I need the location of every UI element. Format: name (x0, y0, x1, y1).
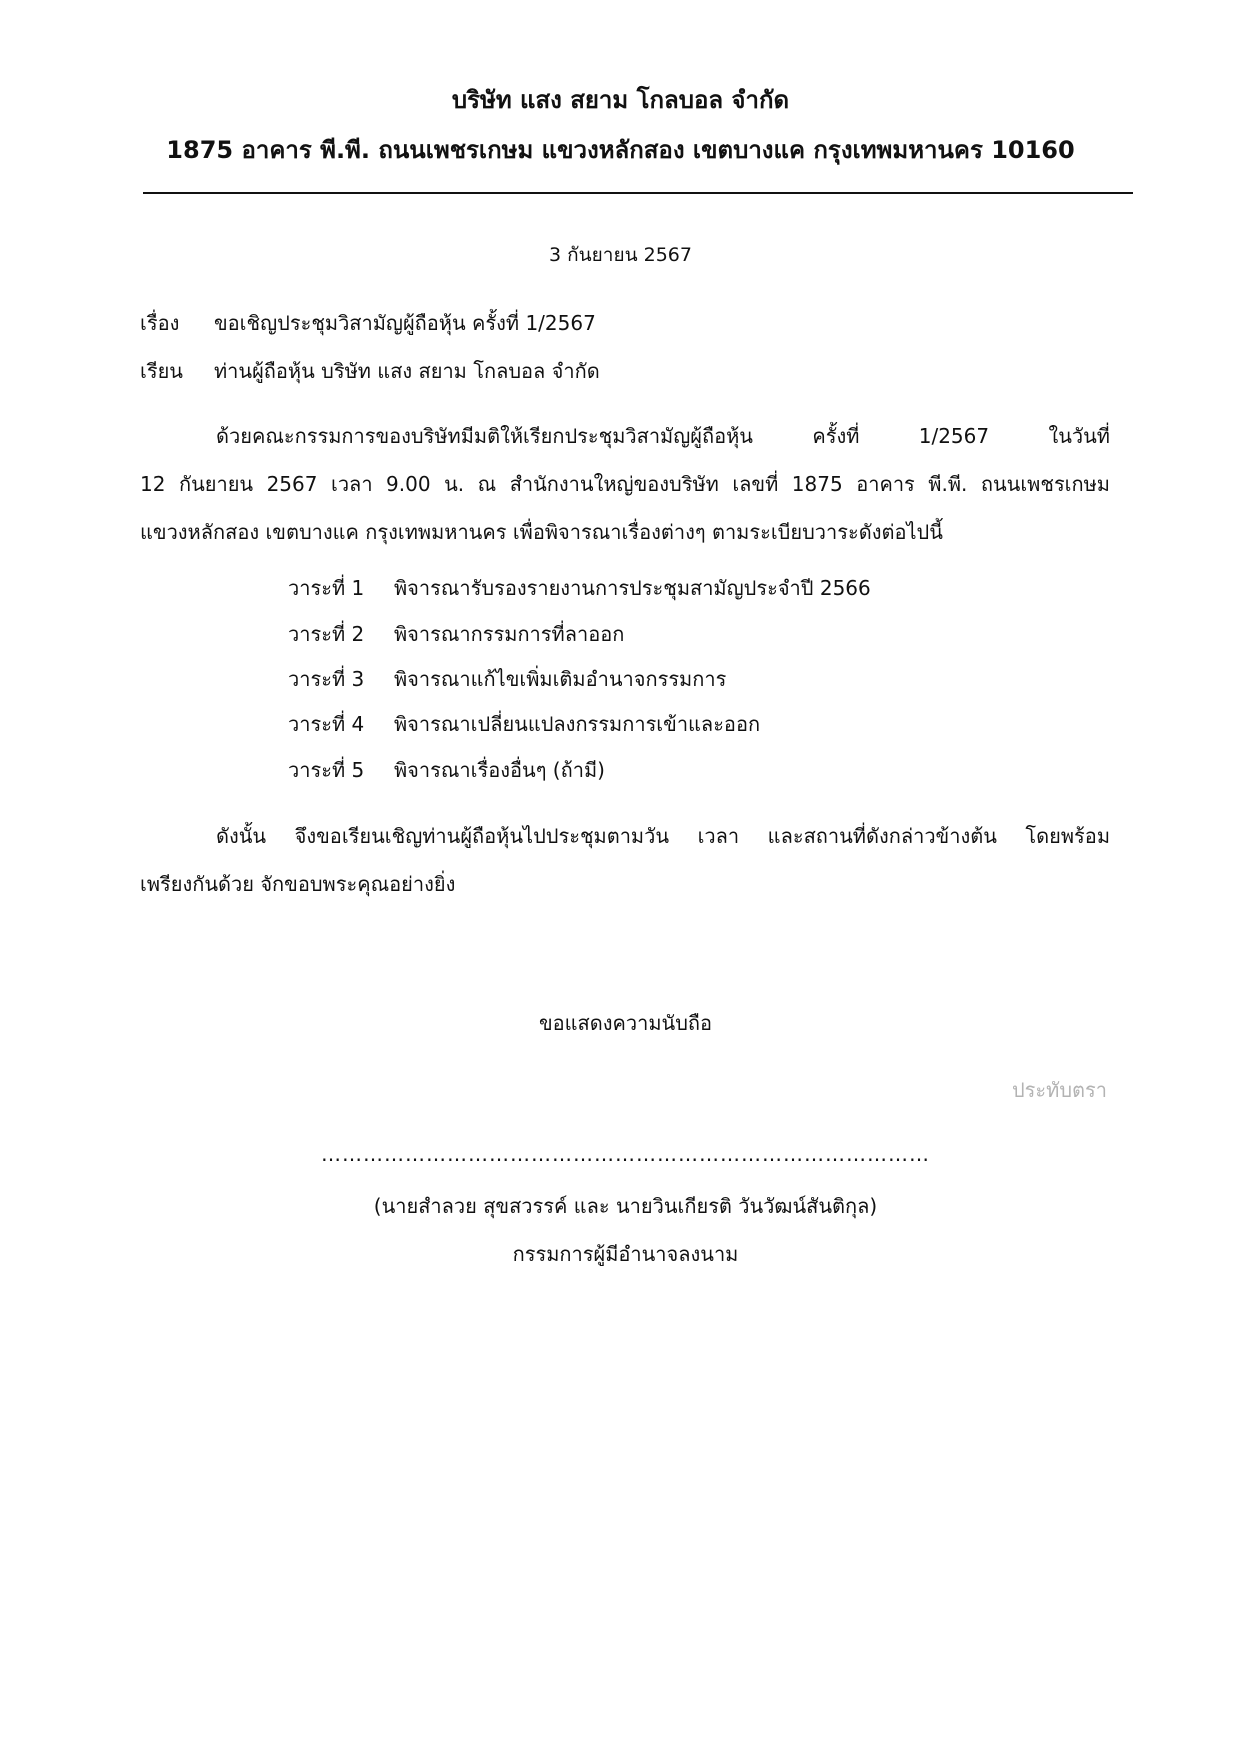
company-address: 1875 อาคาร พี.พี. ถนนเพชรเกษม แขวงหลักสอง เขตบางแค กรุงเทพมหานคร 10160 (166, 136, 1075, 164)
agenda-number: วาระที่ 4 (288, 712, 365, 736)
agenda-item (288, 754, 605, 786)
agenda-item (288, 572, 871, 604)
company-name: บริษัท แสง สยาม โกลบอล จำกัด (451, 86, 790, 114)
agenda-text: พิจารณาแก้ไขเพิ่มเติมอำนาจกรรมการ (394, 667, 727, 691)
signature-line: …………………………………………………………………………… (321, 1142, 930, 1166)
agenda-text: พิจารณารับรองรายงานการประชุมสามัญประจำปี 2566 (394, 576, 871, 600)
signer-title: กรรมการผู้มีอำนาจลงนาม (512, 1242, 739, 1266)
body-line: แขวงหลักสอง เขตบางแค กรุงเทพมหานคร เพื่อพิจารณาเรื่องต่างๆ ตามระเบียบวาระดังต่อไปนี้ (140, 520, 943, 544)
recipient-row (140, 355, 600, 387)
letter-date: 3 กันยายน 2567 (549, 244, 692, 266)
recipient-value: ท่านผู้ถือหุ้น บริษัท แสง สยาม โกลบอล จำกัด (214, 359, 600, 383)
agenda-number: วาระที่ 1 (288, 576, 365, 600)
agenda-text: พิจารณาเรื่องอื่นๆ (ถ้ามี) (394, 758, 605, 782)
recipient-label: เรียน (140, 359, 183, 383)
seal-placeholder: ประทับตรา (1011, 1078, 1107, 1102)
agenda-text: พิจารณาเปลี่ยนแปลงกรรมการเข้าและออก (394, 712, 761, 736)
regards-text: ขอแสดงความนับถือ (538, 1011, 713, 1035)
body-paragraph (140, 412, 1110, 556)
closing-line: เพรียงกันด้วย จักขอบพระคุณอย่างยิ่ง (140, 872, 456, 896)
header-divider (143, 192, 1133, 194)
agenda-item (288, 663, 726, 695)
agenda-number: วาระที่ 3 (288, 667, 365, 691)
agenda-text: พิจารณากรรมการที่ลาออก (394, 622, 625, 646)
closing-paragraph (140, 812, 1110, 908)
body-line: ด้วยคณะกรรมการของบริษัทมีมติให้เรียกประชุมวิสามัญผู้ถือหุ้น ครั้งที่ 1/2567 ในวันที่ (216, 424, 1110, 448)
agenda-number: วาระที่ 2 (288, 622, 365, 646)
body-line: 12 กันยายน 2567 เวลา 9.00 น. ณ สำนักงานใหญ่ของบริษัท เลขที่ 1875 อาคาร พี.พี. ถนนเพชรเกษม (140, 472, 1110, 496)
subject-row (140, 307, 596, 339)
subject-label: เรื่อง (140, 311, 180, 335)
agenda-item (288, 708, 760, 740)
signer-names: (นายสำลวย สุขสวรรค์ และ นายวินเกียรติ วันวัฒน์สันติกุล) (373, 1194, 878, 1218)
agenda-number: วาระที่ 5 (288, 758, 365, 782)
closing-line: ดังนั้น จึงขอเรียนเชิญท่านผู้ถือหุ้นไปประชุมตามวัน เวลา และสถานที่ดังกล่าวข้างต้น โดยพร้อม (216, 824, 1110, 848)
agenda-item (288, 618, 624, 650)
subject-value: ขอเชิญประชุมวิสามัญผู้ถือหุ้น ครั้งที่ 1/2567 (214, 311, 596, 335)
